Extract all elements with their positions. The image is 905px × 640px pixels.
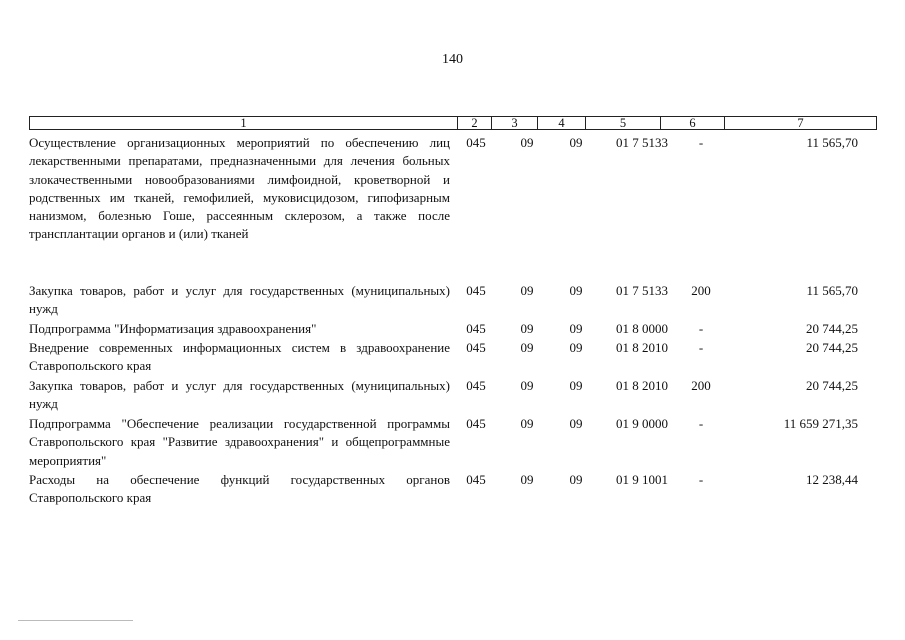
row-col-3: 09 <box>520 340 534 355</box>
header-col-6: 6 <box>660 117 724 129</box>
row-col-3: 09 <box>520 472 534 487</box>
table-row <box>29 377 877 415</box>
row-col-5: 01 9 0000 <box>616 416 668 431</box>
row-col-2: 045 <box>466 283 486 298</box>
row-col-3: 09 <box>520 378 534 393</box>
row-description: Подпрограмма "Обеспечение реализации государственной программы Ставропольского края "Развитие здравоохранения" и общепрограммные мероприятия" <box>29 416 450 468</box>
row-col-6: - <box>698 340 704 355</box>
row-col-7: 11 565,70 <box>806 283 858 298</box>
row-col-6: 200 <box>691 378 711 393</box>
table-row <box>29 415 877 471</box>
row-col-4: 09 <box>569 135 583 150</box>
row-col-7: 12 238,44 <box>806 472 858 487</box>
row-description: Подпрограмма "Информатизация здравоохранения" <box>29 321 317 336</box>
row-col-3: 09 <box>520 321 534 336</box>
row-description: Осуществление организационных мероприятий по обеспечению лиц лекарственными препаратами, предназначенными для лечения больных злокачественными новообразованиями лимфоидной, кроветворной и родственных им тканей, гемофилией, муковисцидозом, гипофизарным нанизмом, болезнью Гоше, рассеянным склерозом, а также после трансплантации органов и (или) тканей <box>29 135 450 242</box>
row-col-4: 09 <box>569 321 583 336</box>
row-col-2: 045 <box>466 135 486 150</box>
row-col-5: 01 7 5133 <box>616 135 668 150</box>
row-description: Закупка товаров, работ и услуг для государственных (муниципальных) нужд <box>29 283 450 317</box>
row-col-3: 09 <box>520 416 534 431</box>
row-col-6: - <box>698 472 704 487</box>
row-col-4: 09 <box>569 416 583 431</box>
row-col-4: 09 <box>569 283 583 298</box>
row-col-7: 11 659 271,35 <box>783 416 858 431</box>
row-col-6: 200 <box>691 283 711 298</box>
table-row <box>29 471 877 509</box>
row-col-4: 09 <box>569 378 583 393</box>
row-col-6: - <box>698 321 704 336</box>
row-col-6: - <box>698 416 704 431</box>
row-col-6: - <box>698 135 704 150</box>
row-col-4: 09 <box>569 340 583 355</box>
header-col-4: 4 <box>537 117 585 129</box>
row-col-7: 20 744,25 <box>806 321 858 336</box>
table-header <box>29 116 877 130</box>
row-col-7: 11 565,70 <box>806 135 858 150</box>
row-col-5: 01 9 1001 <box>616 472 668 487</box>
table-row <box>29 339 877 377</box>
row-col-5: 01 8 2010 <box>616 378 668 393</box>
row-col-4: 09 <box>569 472 583 487</box>
table-row <box>29 320 877 339</box>
row-col-5: 01 7 5133 <box>616 283 668 298</box>
table-row <box>29 282 877 320</box>
row-col-2: 045 <box>466 321 486 336</box>
row-description: Закупка товаров, работ и услуг для государственных (муниципальных) нужд <box>29 378 450 412</box>
row-col-2: 045 <box>466 378 486 393</box>
row-col-7: 20 744,25 <box>806 340 858 355</box>
header-col-3: 3 <box>491 117 537 129</box>
header-col-2: 2 <box>457 117 491 129</box>
table-body <box>29 134 877 509</box>
header-col-1: 1 <box>240 116 247 130</box>
row-col-2: 045 <box>466 340 486 355</box>
row-col-2: 045 <box>466 472 486 487</box>
row-col-5: 01 8 2010 <box>616 340 668 355</box>
row-description: Внедрение современных информационных систем в здравоохранение Ставропольского края <box>29 340 450 374</box>
row-col-3: 09 <box>520 135 534 150</box>
footer-divider <box>18 620 133 621</box>
row-col-2: 045 <box>466 416 486 431</box>
page-number: 140 <box>442 52 463 67</box>
row-col-7: 20 744,25 <box>806 378 858 393</box>
row-col-3: 09 <box>520 283 534 298</box>
row-col-5: 01 8 0000 <box>616 321 668 336</box>
header-col-7: 7 <box>724 117 876 129</box>
row-description: Расходы на обеспечение функций государственных органов Ставропольского края <box>29 472 450 506</box>
header-col-5: 5 <box>585 117 660 129</box>
table-row <box>29 134 877 282</box>
